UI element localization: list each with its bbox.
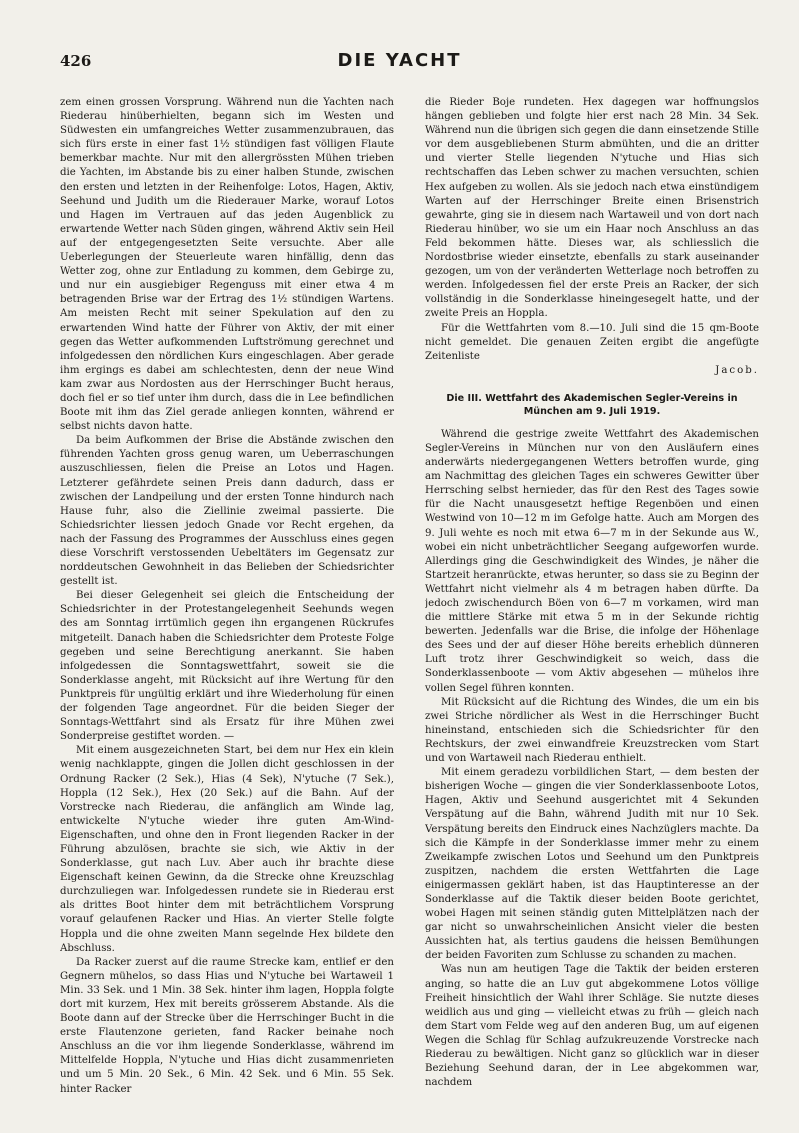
left-column bbox=[60, 96, 394, 1116]
author-signature: Jacob. bbox=[715, 364, 759, 376]
paragraph: Während die gestrige zweite Wettfahrt des Akademischen Segler-Vereins in München nur von den Ausläufern eines anderwärts niedergegangenen Wetters betroffen wurde, ging am Nachmittag des gleichen Tages ein schweres Gewitter über Herrsching selbst hernieder, das für den Rest des Tages sowie für die Nacht unausgesetzt heftige Regenböen und einen Westwind von 10—12 m im Gefolge hatte. Auch am Morgen des 9. Juli wehte es noch mit etwa 6—7 m in der Sekunde aus W., wobei ein nicht unbeträchtlicher Seegang aufgeworfen wurde. Allerdings ging die Geschwindigkeit des Windes, je näher die Startzeit heranrückte, etwas herunter, so dass sie zu Beginn der Wettfahrt nicht vielmehr als 4 m betragen haben dürfte. Da jedoch zwischendurch Böen von 6—7 m vorkamen, wird man die mittlere Stärke mit etwa 5 m in der Sekunde richtig bewerten. Jedenfalls war die Brise, die infolge der Höhenlage des Sees und der auf dieser Höhe bereits erheblich dünneren Luft trotz ihrer Geschwindigkeit so weich, dass die Sonderklassenboote — vom Aktiv abgesehen — mühelos ihre vollen Segel führen konnten. bbox=[425, 428, 759, 694]
running-title: DIE YACHT bbox=[337, 50, 462, 71]
paragraph: Mit Rücksicht auf die Richtung des Windes, die um ein bis zwei Striche nördlicher als West in die Herrschinger Bucht hineinstand, entschieden sich die Schiedsrichter für den Rechtskurs, der zwei einwandfreie Kreuzstrecken vom Start und von Wartaweil nach Riederau enthielt. bbox=[425, 696, 759, 765]
paragraph: zem einen grossen Vorsprung. Während nun die Yachten nach Riederau hinüberhielten, begann sich im Westen und Südwesten ein umfangreiches Wetter zusammenzubrauen, das sich fürs erste in einer fast 1½ stündigen fast völligen Flaute bemerkbar machte. Nur mit den allergrössten Mühen trieben die Yachten, im Abstande bis zu einer halben Stunde, zwischen den ersten und letzten in der Reihenfolge: Lotos, Hagen, Aktiv, Seehund und Judith um die Riederauer Marke, worauf Lotos und Hagen im Vertrauen auf das jeden Augenblick zu erwartende Wetter nach Süden gingen, während Aktiv sein Heil auf der entgegengesetzten Seite versuchte. Aber alle Ueberlegungen der Steuerleute waren hinfällig, denn das Wetter zog, ohne zur Entladung zu kommen, dem Gebirge zu, und nur ein ausgiebiger Regenguss mit einer etwa 4 m betragenden Brise war der Ertrag des 1½ stündigen Wartens. Am meisten Recht mit seiner Spekulation auf den zu erwartenden Wind hatte der Führer von Aktiv, der mit einer gegen das Wetter aufkommenden Luftströmung gerechnet und infolgedessen den nördlichen Kurs eingeschlagen. Aber gerade ihm ergings es dabei am schlechtesten, denn der neue Wind kam zwar aus Nordosten aus der Herrschinger Bucht heraus, doch fiel er so tief unter ihm durch, dass die in Lee befindlichen Boote mit ihm das Ziel gerade anliegen konnten, während er selbst nichts davon hatte. bbox=[60, 97, 394, 433]
paragraph: Mit einem geradezu vorbildlichen Start, — dem besten der bisherigen Woche — gingen die vier Sonderklassenboote Lotos, Hagen, Aktiv und Seehund ausgerichtet mit 4 Sekunden Verspätung auf die Bahn, während Judith mit nur 10 Sek. Verspätung bereits den Eindruck eines Nachzüglers machte. Da sich die Kämpfe in der Sonderklasse immer mehr zu einem Zweikampfe zwischen Lotos und Seehund um den Punktpreis zuspitzen, nachdem die ersten Wettfahrten die Lage einigermassen geklärt haben, ist das Hauptinteresse an der Sonderklasse auf die Taktik dieser beiden Boote gerichtet, wobei Hagen mit seinen ständig guten Mittelplätzen nach der gar nicht so unwahrscheinlichen Ansicht vieler die besten Aussichten hat, als tertius gaudens die heissen Bemühungen der beiden Favoriten zum Schlusse zu schanden zu machen. bbox=[425, 767, 759, 962]
paragraph: Mit einem ausgezeichneten Start, bei dem nur Hex ein klein wenig nachklappte, gingen die Jollen dicht geschlossen in der Ordnung Racker (2 Sek.), Hias (4 Sek), N'ytuche (7 Sek.), Hoppla (12 Sek.), Hex (20 Sek.) auf die Bahn. Auf der Vorstrecke nach Riederau, die anfänglich am Winde lag, entwickelte N'ytuche wieder ihre guten Am-Wind-Eigenschaften, und ohne den in Front liegenden Racker in der Führung abzulösen, brachte sie sich, wie Aktiv in der Sonderklasse, gut nach Luv. Aber auch ihr brachte diese Eigenschaft keinen Gewinn, da die Strecke ohne Kreuzschlag durchzuliegen war. Infolgedessen rundete sie in Riederau erst als drittes Boot hinter dem mit beträchtlichem Vorsprung vorauf gelaufenen Racker und Hias. An vierter Stelle folgte Hoppla und die ohne zweiten Mann segelnde Hex bildete den Abschluss. bbox=[60, 745, 394, 954]
right-column bbox=[425, 96, 759, 1116]
page-number: 426 bbox=[60, 52, 92, 70]
section-heading: Die III. Wettfahrt des Akademischen Segler-Vereins in München am 9. Juli 1919. bbox=[446, 392, 738, 417]
paragraph: Für die Wettfahrten vom 8.—10. Juli sind die 15 qm-Boote nicht gemeldet. Die genauen Zeiten ergibt die angefügte Zeitenliste bbox=[425, 322, 759, 362]
paragraph: die Rieder Boje rundeten. Hex dagegen war hoffnungslos hängen geblieben und folgte hier erst nach 28 Min. 34 Sek. Während nun die übrigen sich gegen die dann einsetzende Stille vor dem ausgebliebenen Sturm abmühten, und die an dritter und vierter Stelle liegenden N'ytuche und Hias sich rechtschaffen das Leben schwer zu machen versuchten, schien Hex aufgeben zu wollen. Als sie jedoch nach etwa einstündigem Warten auf der Herrschinger Breite einen Brisenstrich gewahrte, ging sie in diesem nach Wartaweil und von dort nach Riederau hinüber, wo sie um ein Haar noch Anschluss an das Feld bekommen hätte. Dieses war, als schliesslich die Nordostbrise wieder einsetzte, ebenfalls zu stark auseinander gezogen, um von der veränderten Wetterlage noch betroffen zu werden. Infolgedessen fiel der erste Preis an Racker, der sich vollständig in die Sonderklasse hineingesegelt hatte, und der zweite Preis an Hoppla. bbox=[425, 97, 759, 320]
paragraph: Bei dieser Gelegenheit sei gleich die Entscheidung der Schiedsrichter in der Protestangelegenheit Seehunds wegen des am Sonntag irrtümlich gegen ihn ergangenen Rückrufes mitgeteilt. Danach haben die Schiedsrichter dem Proteste Folge gegeben und seine Berechtigung anerkannt. Sie haben infolgedessen die Sonntagswettfahrt, soweit sie die Sonderklasse angeht, mit Rücksicht auf ihre Wertung für den Punktpreis für ungültig erklärt und ihre Wiederholung für einen der folgenden Tage angeordnet. Für die beiden Sieger der Sonntags-Wettfahrt sind als Ersatz für ihre Mühen zwei Sonderpreise gestiftet worden. — bbox=[60, 590, 394, 743]
paragraph: Da beim Aufkommen der Brise die Abstände zwischen den führenden Yachten gross genug waren, um Ueberraschungen auszuschliessen, fielen die Preise an Lotos und Hagen. Letzterer gefährdete seinen Preis dann dadurch, dass er zwischen der Landpeilung und der ersten Tonne hindurch nach Hause fuhr, also die Ziellinie zweimal passierte. Die Schiedsrichter liessen jedoch Gnade vor Recht ergehen, da nach der Fassung des Programmes der Ausschluss eines gegen diese Vorschrift verstossenden Uebeltäters im Gegensatz zur norddeutschen Gewohnheit in das Belieben der Schiedsrichter gestellt ist. bbox=[60, 435, 394, 588]
paragraph: Da Racker zuerst auf die raume Strecke kam, entlief er den Gegnern mühelos, so dass Hias und N'ytuche bei Wartaweil 1 Min. 33 Sek. und 1 Min. 38 Sek. hinter ihm lagen, Hoppla folgte dort mit kurzem, Hex mit bereits grösserem Abstande. Als die Boote dann auf der Strecke über die Herrschinger Bucht in die erste Flautenzone gerieten, fand Racker beinahe noch Anschluss an die vor ihm liegende Sonderklasse, während im Mittelfelde Hoppla, N'ytuche und Hias dicht zusammenrieten und um 5 Min. 20 Sek., 6 Min. 42 Sek. und 6 Min. 55 Sek. hinter Racker bbox=[60, 956, 394, 1095]
paragraph: Was nun am heutigen Tage die Taktik der beiden ersteren anging, so hatte die an Luv gut abgekommene Lotos völlige Freiheit hinsichtlich der Wahl ihrer Schläge. Sie nutzte dieses weidlich aus und ging — vielleicht etwas zu früh — gleich nach dem Start vom Felde weg auf den anderen Bug, um auf eigenen Wegen die Schlag für Schlag aufzukreuzende Vorstrecke nach Riederau zu bewältigen. Nicht ganz so glücklich war in dieser Beziehung Seehund daran, der in Lee abgekommen war, nachdem bbox=[425, 964, 759, 1089]
